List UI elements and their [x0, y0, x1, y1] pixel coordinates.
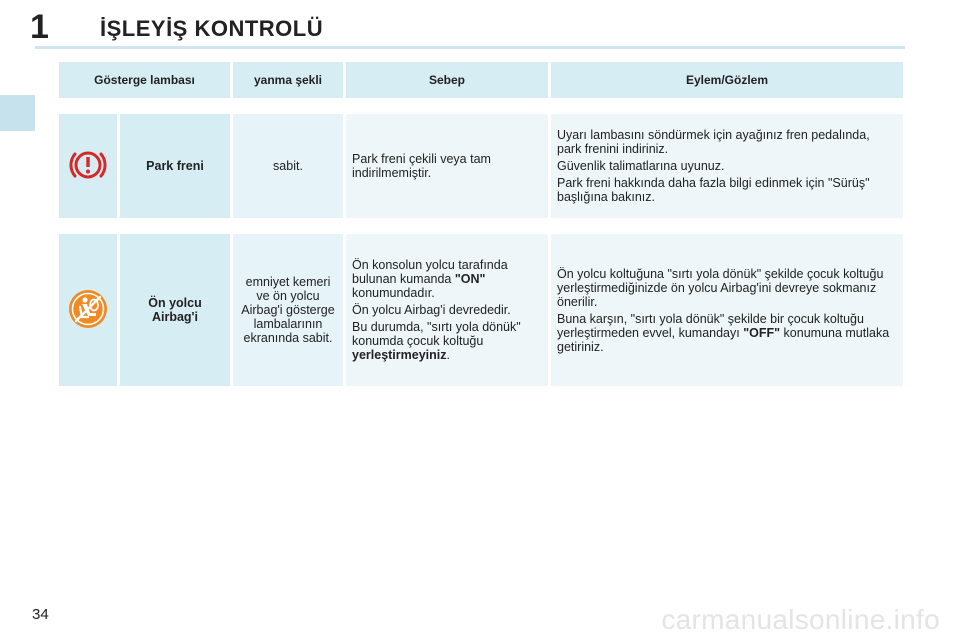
column-header-lamp: Gösterge lambası: [59, 62, 230, 98]
title-divider: [35, 46, 905, 49]
cause-text: Ön yolcu Airbag'i devrededir.: [352, 303, 511, 317]
lamp-mode: emniyet kemeri ve ön yolcu Airbag'i gösterge lambalarının ekranında sabit.: [233, 234, 343, 386]
lamp-icon-cell: [59, 234, 117, 386]
lamp-icon-cell: [59, 114, 117, 218]
chapter-side-tab: [0, 95, 35, 131]
lamp-cause: [346, 234, 548, 386]
action-text: Buna karşın, "sırtı yola dönük" şekilde bir çocuk koltuğu yerleştirmeden evvel, kumandayı "OFF" konumuna mutlaka getiriniz.: [557, 311, 890, 354]
action-text: Park freni hakkında daha fazla bilgi edinmek için "Sürüş" başlığına bakınız.: [557, 176, 870, 204]
table-row: [59, 234, 903, 386]
off-position-label: "OFF": [743, 325, 781, 340]
column-header-action: Eylem/Gözlem: [551, 62, 903, 98]
chapter-title: İŞLEYİŞ KONTROLÜ: [100, 16, 324, 41]
warning-emphasis: yerleştirmeyiniz: [352, 348, 447, 362]
action-text: Uyarı lambasını söndürmek için ayağınız fren pedalında, park frenini indiriniz.: [557, 128, 870, 156]
table-header-row: [59, 62, 903, 98]
lamp-name: Ön yolcu Airbag'i: [120, 234, 230, 386]
park-brake-warning-icon: [66, 143, 110, 187]
chapter-number: 1: [30, 8, 49, 46]
column-header-cause: Sebep: [346, 62, 548, 98]
lamp-name: Park freni: [120, 114, 230, 218]
warning-lamp-table: [56, 62, 906, 386]
cause-text: Park freni çekili veya tam indirilmemiştir.: [352, 152, 491, 180]
lamp-cause: [346, 114, 548, 218]
lamp-action: [551, 114, 903, 218]
page-number: 34: [32, 606, 49, 623]
cause-text: Ön konsolun yolcu tarafında bulunan kumanda "ON" konumundadır.: [352, 258, 508, 300]
table-row: [59, 114, 903, 218]
on-position-label: "ON": [454, 272, 486, 286]
lamp-mode: sabit.: [233, 114, 343, 218]
action-text: Ön yolcu koltuğuna "sırtı yola dönük" şekilde çocuk koltuğu yerleştirmediğinizde ön yolcu Airbag'ini devreye sokmanız önerilir.: [557, 266, 884, 309]
column-header-mode: yanma şekli: [233, 62, 343, 98]
lamp-action: [551, 234, 903, 386]
cause-text: Bu durumda, "sırtı yola dönük" konumda çocuk koltuğu yerleştirmeyiniz.: [352, 320, 521, 362]
passenger-airbag-off-icon: [66, 287, 110, 331]
watermark: carmanualsonline.info: [661, 604, 940, 635]
action-text: Güvenlik talimatlarına uyunuz.: [557, 159, 725, 173]
